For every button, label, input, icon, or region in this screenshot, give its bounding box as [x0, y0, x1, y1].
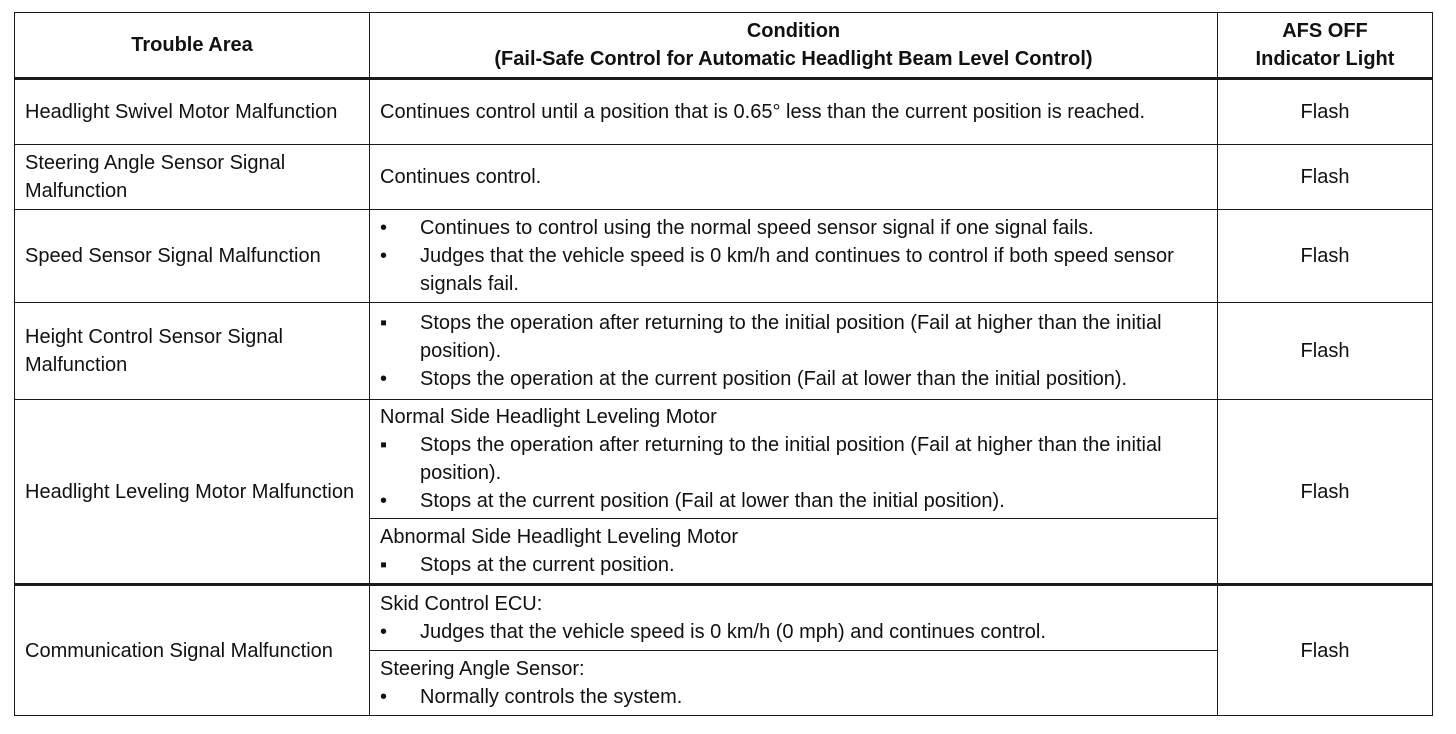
condition-cell: [370, 651, 1218, 716]
condition-cell: Continues control.: [370, 145, 1218, 210]
bullet-text: Judges that the vehicle speed is 0 km/h and continues to control if both speed sensor signals fail.: [420, 245, 1174, 295]
table-header-row: [15, 13, 1433, 79]
header-trouble-area: [15, 13, 370, 79]
bullet-mark: •: [380, 490, 388, 512]
bullet-text: Stops the operation after returning to the initial position (Fail at higher than the initial position).: [420, 312, 1162, 362]
bullet-text: Stops the operation after returning to the initial position (Fail at higher than the initial position).: [420, 434, 1162, 484]
table-row: [15, 79, 1433, 145]
bullet-text: Normally controls the system.: [420, 686, 683, 708]
condition-bullet-list: [380, 309, 1207, 393]
condition-cell: [370, 400, 1218, 519]
bullet-mark: ▪: [380, 554, 388, 576]
header-indicator: [1218, 13, 1433, 79]
bullet-mark: ▪: [380, 312, 388, 334]
condition-bullet: [380, 309, 1207, 365]
bullet-mark: •: [380, 686, 388, 708]
header-condition-line1: Condition: [746, 20, 841, 42]
condition-subtitle: Steering Angle Sensor:: [380, 658, 585, 680]
condition-bullet: [380, 618, 1207, 646]
trouble-area-cell: Height Control Sensor Signal Malfunction: [15, 303, 370, 400]
bullet-text: Judges that the vehicle speed is 0 km/h (0 mph) and continues control.: [420, 621, 1046, 643]
bullet-mark: ▪: [380, 434, 388, 456]
fail-safe-table: [14, 12, 1433, 716]
condition-cell: [370, 519, 1218, 585]
table-row: [15, 210, 1433, 303]
bullet-mark: •: [380, 621, 388, 643]
condition-subtitle: Normal Side Headlight Leveling Motor: [380, 406, 717, 428]
header-trouble-area-text: Trouble Area: [131, 34, 253, 56]
condition-cell: [370, 303, 1218, 400]
condition-cell: Continues control until a position that is 0.65° less than the current position is reached.: [370, 79, 1218, 145]
header-condition-line2: (Fail-Safe Control for Automatic Headlight Beam Level Control): [494, 48, 1093, 70]
condition-bullet-list: [380, 214, 1207, 298]
bullet-text: Continues to control using the normal speed sensor signal if one signal fails.: [420, 217, 1094, 239]
header-indicator-line1: AFS OFF: [1282, 20, 1368, 42]
condition-bullet-list: [380, 431, 1207, 515]
table-row: [15, 585, 1433, 651]
bullet-mark: •: [380, 245, 388, 267]
indicator-cell: Flash: [1218, 79, 1433, 145]
condition-bullet: [380, 683, 1207, 711]
header-condition: [370, 13, 1218, 79]
condition-bullet-list: [380, 618, 1207, 646]
bullet-text: Stops the operation at the current position (Fail at lower than the initial position).: [420, 368, 1128, 390]
trouble-area-cell: Headlight Leveling Motor Malfunction: [15, 400, 370, 585]
condition-bullet-list: [380, 551, 1207, 579]
condition-cell: [370, 210, 1218, 303]
indicator-cell: Flash: [1218, 400, 1433, 585]
trouble-area-cell: Communication Signal Malfunction: [15, 585, 370, 716]
trouble-area-cell: Headlight Swivel Motor Malfunction: [15, 79, 370, 145]
condition-bullet-list: [380, 683, 1207, 711]
condition-subtitle: Abnormal Side Headlight Leveling Motor: [380, 526, 738, 548]
condition-bullet: [380, 487, 1207, 515]
condition-subtitle: Skid Control ECU:: [380, 593, 543, 615]
indicator-cell: Flash: [1218, 210, 1433, 303]
bullet-text: Stops at the current position.: [420, 554, 675, 576]
table-row: [15, 400, 1433, 519]
condition-cell: [370, 585, 1218, 651]
bullet-mark: •: [380, 217, 388, 239]
condition-bullet: [380, 242, 1207, 298]
header-indicator-line2: Indicator Light: [1255, 48, 1395, 70]
table-row: [15, 145, 1433, 210]
indicator-cell: Flash: [1218, 303, 1433, 400]
condition-bullet: [380, 551, 1207, 579]
table-row: [15, 303, 1433, 400]
bullet-text: Stops at the current position (Fail at lower than the initial position).: [420, 490, 1005, 512]
condition-bullet: [380, 214, 1207, 242]
condition-bullet: [380, 431, 1207, 487]
indicator-cell: Flash: [1218, 145, 1433, 210]
trouble-area-cell: Speed Sensor Signal Malfunction: [15, 210, 370, 303]
trouble-area-cell: Steering Angle Sensor Signal Malfunction: [15, 145, 370, 210]
indicator-cell: Flash: [1218, 585, 1433, 716]
condition-bullet: [380, 365, 1207, 393]
bullet-mark: •: [380, 368, 388, 390]
